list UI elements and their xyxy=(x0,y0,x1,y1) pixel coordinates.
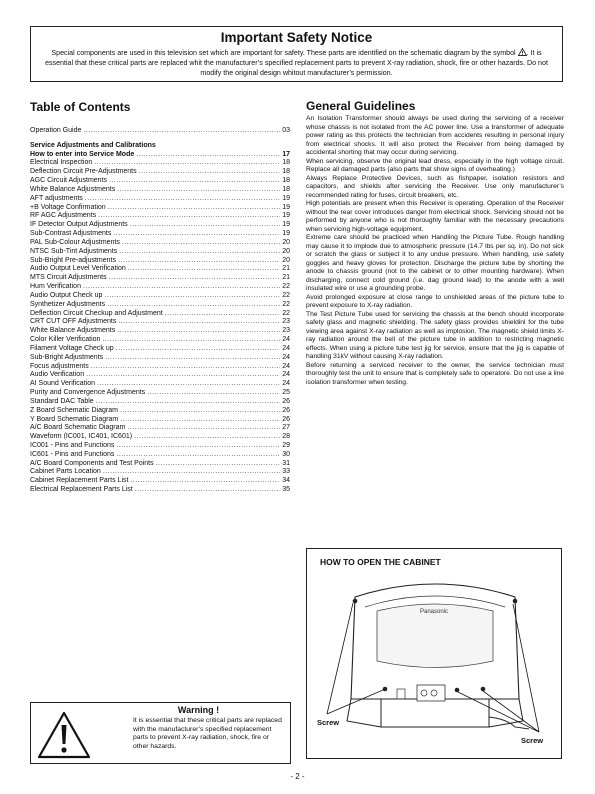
toc-entry-label: Sub-Bright Adjustments xyxy=(30,353,104,361)
toc-entry-label: Synthetizer Adjustments xyxy=(30,300,106,308)
warning-triangle-icon xyxy=(518,48,527,56)
toc-entry[interactable] xyxy=(30,239,290,248)
guideline-paragraph: When servicing, observe the original lead dress, especially in the high voltage circuit. Replace all damaged parts (also parts that show signs of overheating.) xyxy=(306,157,564,173)
toc-entry-page: 24 xyxy=(282,362,290,370)
toc-entry-label: Electrical Inspection xyxy=(30,159,93,167)
toc-entry-page: 19 xyxy=(282,230,290,238)
toc-entry-label: CRT CUT OFF Adjustments xyxy=(30,318,117,326)
toc-entry-page: 24 xyxy=(282,344,290,352)
guideline-paragraph: An Isolation Transformer should always be used during the servicing of a receiver whose chassis is not isolated from the AC power line. Use a transformer of adequate power rating as this protects the technician from accidents resulting in personal injury from electrical shocks. It will also protect the Receiver from being damaged by accidental shorting that may occur during servicing. xyxy=(306,115,564,156)
toc-entry-page: 18 xyxy=(282,185,290,193)
toc-entry-label: Operation Guide xyxy=(30,127,82,134)
toc-entry-page: 19 xyxy=(282,203,290,211)
warning-triangle-icon xyxy=(37,711,91,759)
toc-entry[interactable] xyxy=(30,265,290,274)
toc-entry[interactable] xyxy=(30,230,290,239)
screw-icon xyxy=(513,599,518,604)
toc-entry-page: 22 xyxy=(282,291,290,299)
warning-box xyxy=(30,702,291,764)
toc-entry-page: 23 xyxy=(282,318,290,326)
toc-entry[interactable] xyxy=(30,460,290,469)
toc-entry[interactable] xyxy=(30,177,290,186)
toc-entry[interactable] xyxy=(30,168,290,177)
toc-entry-page: 20 xyxy=(282,238,290,246)
toc-entry-label: A/C Board Components and Test Points xyxy=(30,459,154,467)
toc-entry[interactable] xyxy=(30,451,290,460)
toc-entry-label: Y Board Schematic Diagram xyxy=(30,415,119,423)
guideline-paragraph: Extreme care should be practiced when Handling the Picture Tube. Rough handling may cause it to implode due to atmospheric pressure (14.7 lbs per sq. in). Do not sick or scratch the glass or subject it to any undue pressure. When handling, use safety goggles and heavy gloves for protection. Discharge the picture tube by shorting the anode to chassis ground (not to the cabinet or to other mounting hardware). When discharging, connect cold ground (i.e. dag ground lead) to the anode with a well insulated wire or use a grounding probe. xyxy=(306,234,564,292)
safety-notice-title: Important Safety Notice xyxy=(220,30,373,45)
toc-entry-label: Deflection Circuit Checkup and Adjustment xyxy=(30,309,163,317)
toc-entry-page: 21 xyxy=(282,265,290,273)
toc-entry-page: 17 xyxy=(282,150,290,158)
toc-entry-page: 35 xyxy=(282,486,290,494)
toc-entry-label: Focus adjustments xyxy=(30,362,89,370)
screw-icon xyxy=(353,599,358,604)
toc-entry-label: Audio Verification xyxy=(30,371,85,379)
toc-entry-page: 19 xyxy=(282,221,290,229)
toc-entry[interactable] xyxy=(30,195,290,204)
general-guidelines xyxy=(306,99,564,387)
toc-entry-page: 20 xyxy=(282,247,290,255)
toc-entry-page: 19 xyxy=(282,212,290,220)
toc-entry-label: Waveform (IC001, IC401, IC601) xyxy=(30,433,133,441)
toc-entry[interactable] xyxy=(30,398,290,407)
toc-entry-label: White Balance Adjustments xyxy=(30,327,116,335)
toc-entry-label: Electrical Replacement Parts List xyxy=(30,486,133,494)
page-number: - 2 - xyxy=(290,772,305,781)
toc-entry-page: 25 xyxy=(282,389,290,397)
toc-entry-label: Standard DAC Table xyxy=(30,397,94,405)
toc-entry[interactable] xyxy=(30,354,290,363)
toc-entry[interactable] xyxy=(30,248,290,257)
toc-entry-label: MTS Circuit Adjustments xyxy=(30,274,107,282)
toc-entry[interactable] xyxy=(30,336,290,345)
screw-label-right: Screw xyxy=(521,736,544,745)
safety-notice-text-1: Special components are used in this television set which are important for safety. These parts are identified on the schematic diagram by the symbol xyxy=(51,49,518,57)
warning-title: Warning ! xyxy=(177,705,220,715)
brand-logo: Panasonic xyxy=(420,609,449,615)
safety-notice-box xyxy=(30,26,563,82)
screw-icon xyxy=(455,688,460,693)
toc-entry-page: 33 xyxy=(282,468,290,476)
screw-icon xyxy=(383,687,388,692)
toc-entry[interactable] xyxy=(30,301,290,310)
toc-entry[interactable] xyxy=(30,292,290,301)
cabinet-illustration xyxy=(307,549,563,760)
toc-entry[interactable] xyxy=(30,416,290,425)
toc-entry-page: 24 xyxy=(282,380,290,388)
toc-entry-page: 31 xyxy=(282,459,290,467)
toc-title: Table of Contents xyxy=(30,100,131,114)
table-of-contents xyxy=(30,100,290,495)
toc-entry-page: 27 xyxy=(282,424,290,432)
screw-label-left: Screw xyxy=(317,718,340,727)
toc-entry-label: White Balance Adjustments xyxy=(30,185,116,193)
toc-entry[interactable] xyxy=(30,327,290,336)
toc-entry[interactable] xyxy=(30,380,290,389)
toc-entry[interactable] xyxy=(30,477,290,486)
toc-entry-page: 21 xyxy=(282,274,290,282)
toc-entry-label: Filament Voltage Check up xyxy=(30,344,114,352)
toc-entry[interactable] xyxy=(30,318,290,327)
safety-notice-text-2: . It is essential that these critical parts are replaced whit the manufacturer’s specified replacement parts to prevent X-ray radiation, shock, fire or other hazards. Do not modify the original design whitout manufacturer’s permission. xyxy=(45,49,548,77)
toc-entry[interactable] xyxy=(30,486,290,495)
toc-entry-label: Cabinet Replacement Parts List xyxy=(30,477,129,485)
toc-entry-page: 22 xyxy=(282,309,290,317)
toc-entry[interactable] xyxy=(30,283,290,292)
toc-entry-page: 26 xyxy=(282,397,290,405)
guideline-paragraph: Always Replace Protective Devices, such as fishpaper, isolation resistors and capacitors, and shields after servicing the Receiver. Use only manufacturer’s recommended rating for fuses, circuit breakers, etc. xyxy=(306,174,564,199)
toc-entry-label: Color Killer Verification xyxy=(30,336,101,344)
toc-entry-page: 26 xyxy=(282,415,290,423)
toc-entry-label: Deflection Circuit Pre-Adjustments xyxy=(30,168,137,176)
toc-entry-label: Cabinet Parts Location xyxy=(30,468,101,476)
screw-icon xyxy=(481,687,486,692)
toc-entry[interactable] xyxy=(30,371,290,380)
toc-entry-label: IF Detector Output Adjustments xyxy=(30,221,128,229)
toc-entry[interactable] xyxy=(30,204,290,213)
guideline-paragraph: High potentials are present when this Receiver is operating. Operation of the Receiver without the rear cover introduces danger from electrical shock. Servicing should not be performed by anyone who is not thoroughly familiar with the necessary precautions when servicing high-voltage equipment. xyxy=(306,200,564,233)
toc-entry[interactable] xyxy=(30,468,290,477)
toc-entry-page: 03 xyxy=(282,127,290,134)
toc-entry[interactable] xyxy=(30,221,290,230)
toc-entry-label: Hum Verification xyxy=(30,283,81,291)
toc-entry-page: 22 xyxy=(282,283,290,291)
safety-notice-body xyxy=(41,48,552,78)
cabinet-box xyxy=(306,548,562,759)
toc-entry-page: 18 xyxy=(282,177,290,185)
guideline-paragraph: Before returning a serviced receiver to the owner, the service technician must thoroughly test the unit to ensure that is completely safe to operatore. Do not use a line isolation transformer when testing. xyxy=(306,361,564,386)
toc-entry[interactable] xyxy=(30,389,290,398)
toc-entry[interactable] xyxy=(30,212,290,221)
toc-entry-label: How to enter into Service Mode xyxy=(30,150,135,158)
toc-entry-page: 18 xyxy=(282,168,290,176)
toc-entry-label: AGC Circuit Adjustments xyxy=(30,177,108,185)
warning-body: It is essential that these critical parts are replaced with the manufacturer’s specified replacement parts to prevent X-ray radiation, shock, fire or other hazards. xyxy=(133,717,282,751)
toc-entry-page: 24 xyxy=(282,336,290,344)
guideline-paragraph: Avoid prolonged exposure at close range to unshielded areas of the picture tube to prevent exposure to X-ray radiation. xyxy=(306,293,564,309)
toc-entry-label: Sub-Contrast Adjustments xyxy=(30,230,112,238)
guidelines-body xyxy=(306,115,564,387)
toc-entry-page: 19 xyxy=(282,194,290,202)
toc-entry-label: NTSC Sub-Tint Adjustments xyxy=(30,247,118,255)
toc-entry[interactable] xyxy=(30,424,290,433)
toc-entry-label: Audio Output Check up xyxy=(30,291,103,299)
toc-entry[interactable] xyxy=(30,407,290,416)
toc-entry[interactable] xyxy=(30,345,290,354)
toc-entry-page: 23 xyxy=(282,327,290,335)
toc-entry-page: 29 xyxy=(282,441,290,449)
toc-entry-label: PAL Sub-Colour Adjustments xyxy=(30,238,120,246)
toc-section-heading: Service Adjustments and Calibrations xyxy=(30,141,156,149)
toc-entry-page: 26 xyxy=(282,406,290,414)
guideline-paragraph: The Test Picture Tube used for servicing the chassis at the bench should incorporate safety glass and magnetic shielding. The safety glass provides shieldinl for the tube viewing area against X-ray radiation as well as implosion. The magnetic shield limits X-ray radiation around the bell of the picture tube in addition to restricting magnetic effects. When using a picture tube test jig for service, ensure that the jig is capable of handling 31kV without causing X-ray radiation. xyxy=(306,310,564,360)
toc-entry-label: Sub-Bright Pre-adjustments xyxy=(30,256,116,264)
toc-entry[interactable] xyxy=(30,127,290,136)
toc-entry[interactable] xyxy=(30,274,290,283)
toc-entry-label: Z Board Schematic Diagram xyxy=(30,406,118,414)
toc-entry-page: 34 xyxy=(282,477,290,485)
toc-entry-label: IC601 - Pins and Functions xyxy=(30,450,115,458)
toc-entry-label: Audio Output Level Verification xyxy=(30,265,126,273)
toc-entry-page: 24 xyxy=(282,353,290,361)
toc-entry-label: A/C Board Schematic Diagram xyxy=(30,424,126,432)
toc-entry-page: 28 xyxy=(282,433,290,441)
toc-entry-page: 18 xyxy=(282,159,290,167)
toc-entry[interactable] xyxy=(30,442,290,451)
toc-entry-label: +B Voltage Confirmation xyxy=(30,203,106,211)
toc-entry-label: RF AGC Adjustments xyxy=(30,212,97,220)
toc-entry[interactable] xyxy=(30,186,290,195)
toc-entry-label: Purity and Convergence Adjustments xyxy=(30,389,146,397)
toc-entry-page: 30 xyxy=(282,450,290,458)
guidelines-title: General Guidelines xyxy=(306,99,416,113)
toc-entry[interactable] xyxy=(30,159,290,168)
toc-entry-page: 20 xyxy=(282,256,290,264)
toc-entry-label: AI Sound Verification xyxy=(30,380,95,388)
toc-entry-page: 22 xyxy=(282,300,290,308)
toc-entry[interactable] xyxy=(30,433,290,442)
toc-list xyxy=(30,151,290,495)
toc-entry-page: 24 xyxy=(282,371,290,379)
toc-entry-label: IC001 - Pins and Functions xyxy=(30,441,115,449)
toc-entry[interactable] xyxy=(30,363,290,372)
toc-entry[interactable] xyxy=(30,151,290,160)
cabinet-title: HOW TO OPEN THE CABINET xyxy=(320,557,441,567)
toc-entry[interactable] xyxy=(30,257,290,266)
toc-entry-label: AFT adjustments xyxy=(30,194,83,202)
toc-entry[interactable] xyxy=(30,310,290,319)
